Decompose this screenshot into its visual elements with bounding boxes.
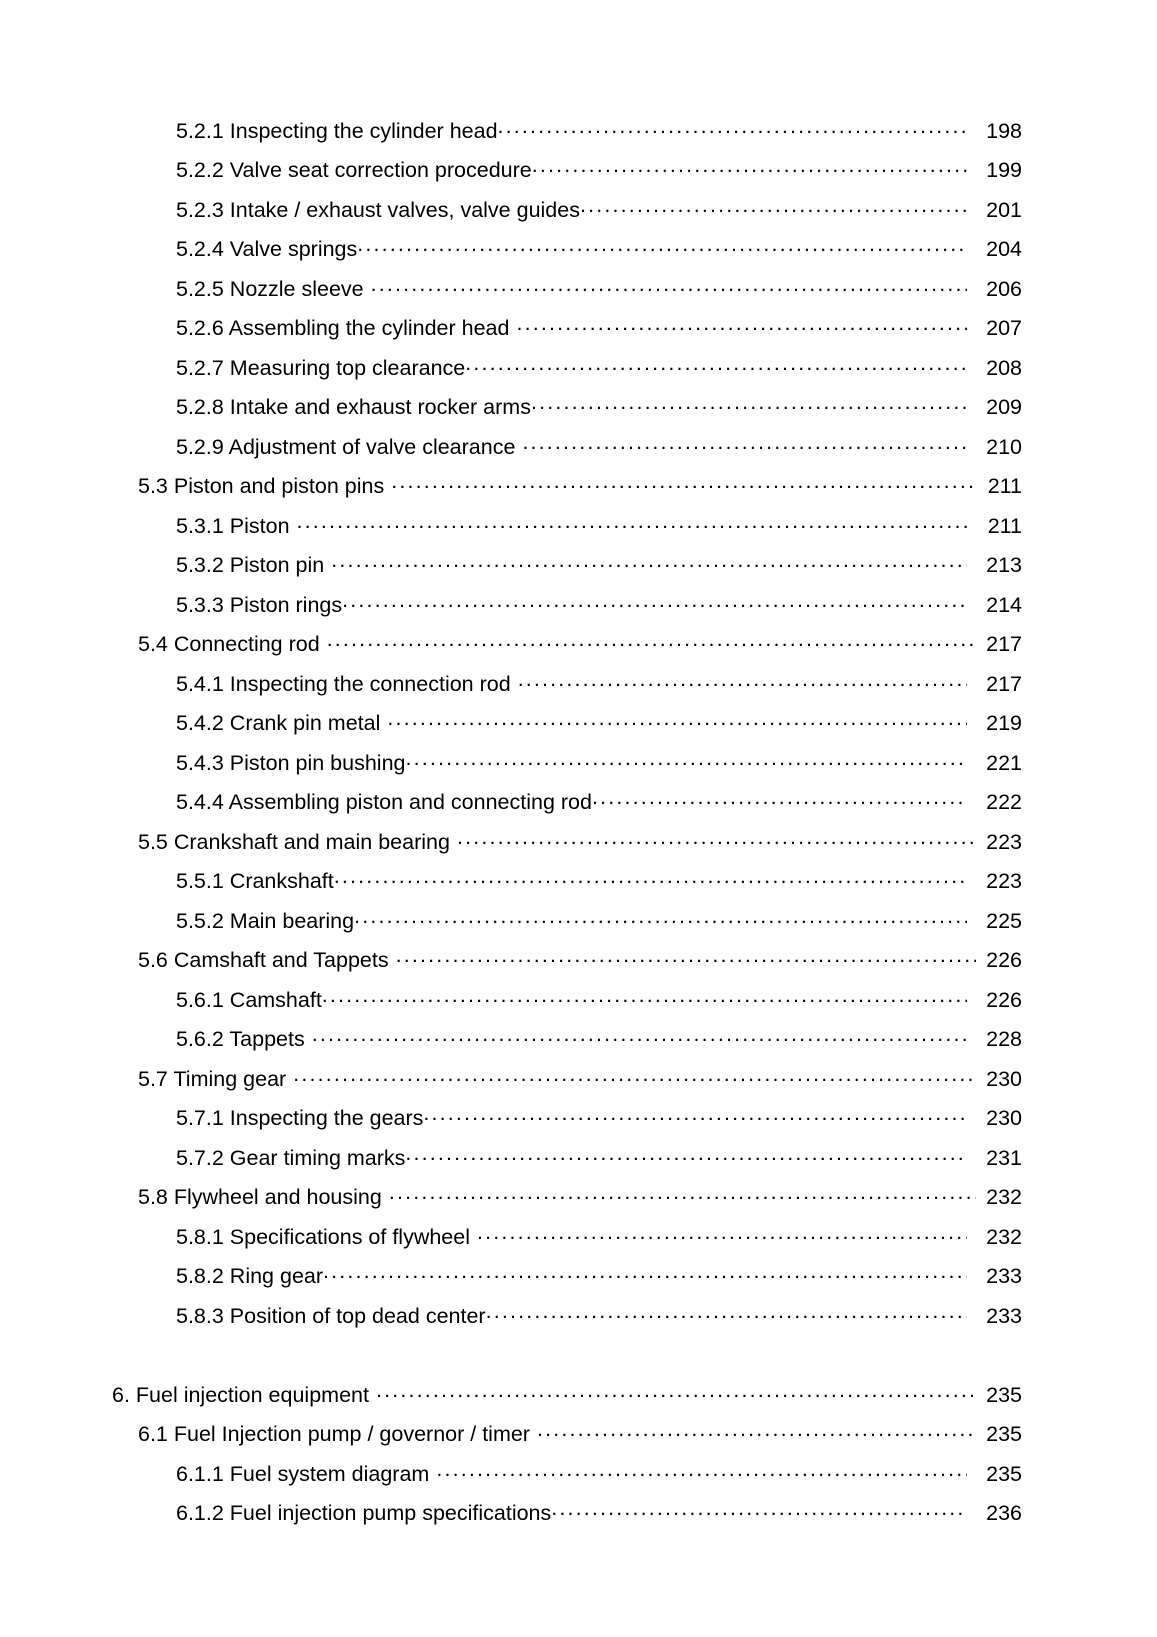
toc-dot-leader bbox=[327, 630, 976, 652]
toc-entry[interactable] bbox=[112, 1064, 1022, 1104]
toc-entry-title: 5.8.1 Specifications of flywheel bbox=[176, 1224, 470, 1249]
toc-entry[interactable] bbox=[112, 906, 1022, 946]
toc-dot-leader bbox=[376, 1380, 976, 1402]
toc-entry-title: 5.4.1 Inspecting the connection rod bbox=[176, 671, 511, 696]
toc-entry-page-number: 198 bbox=[986, 118, 1022, 143]
toc-entry-page-number: 208 bbox=[986, 355, 1022, 380]
toc-entry[interactable] bbox=[112, 748, 1022, 788]
toc-dot-leader bbox=[391, 472, 976, 494]
toc-entry[interactable] bbox=[112, 235, 1022, 275]
toc-entry[interactable] bbox=[112, 1143, 1022, 1183]
toc-entry-page-number: 199 bbox=[986, 158, 1022, 182]
toc-dot-leader bbox=[537, 1420, 976, 1442]
toc-entry-title: 5.5 Crankshaft and main bearing bbox=[138, 829, 450, 854]
toc-entry-page-number: 211 bbox=[987, 513, 1022, 538]
toc-entry-title: 5.7.1 Inspecting the gears bbox=[176, 1106, 424, 1130]
toc-entry-title: 5.5.2 Main bearing bbox=[176, 908, 355, 933]
toc-entry-title: 5.2.7 Measuring top clearance bbox=[176, 355, 466, 380]
toc-dot-leader bbox=[406, 748, 968, 770]
toc-entry-page-number: 233 bbox=[986, 1303, 1022, 1328]
toc-entry[interactable] bbox=[112, 353, 1022, 393]
toc-dot-leader bbox=[322, 985, 967, 1007]
toc-entry[interactable] bbox=[112, 472, 1022, 512]
toc-dot-leader bbox=[405, 1143, 967, 1165]
toc-spacer bbox=[112, 1341, 1022, 1381]
toc-entry-page-number: 217 bbox=[986, 632, 1022, 656]
toc-dot-leader bbox=[516, 314, 967, 336]
toc-dot-leader bbox=[477, 1222, 967, 1244]
toc-entry-title: 5.4.2 Crank pin metal bbox=[176, 711, 381, 735]
toc-dot-leader bbox=[532, 156, 967, 178]
toc-entry-page-number: 209 bbox=[986, 395, 1022, 419]
toc-entry-page-number: 235 bbox=[986, 1422, 1022, 1446]
toc-dot-leader bbox=[551, 1499, 967, 1521]
toc-entry-page-number: 214 bbox=[986, 592, 1022, 617]
toc-entry-title: 5.2.1 Inspecting the cylinder head bbox=[176, 118, 498, 143]
table-of-contents bbox=[112, 116, 1022, 1538]
toc-entry-title: 5.8.3 Position of top dead center bbox=[176, 1303, 486, 1328]
toc-entry-title: 5.3.2 Piston pin bbox=[176, 553, 325, 577]
toc-entry-page-number: 206 bbox=[986, 276, 1022, 301]
toc-entry-title: 5.5.1 Crankshaft bbox=[176, 869, 334, 893]
toc-entry-title: 5.8 Flywheel and housing bbox=[138, 1185, 382, 1209]
toc-dot-leader bbox=[342, 590, 967, 612]
toc-entry[interactable] bbox=[112, 1183, 1022, 1223]
toc-entry-page-number: 211 bbox=[987, 474, 1022, 498]
toc-dot-leader bbox=[354, 906, 967, 928]
toc-entry-title: 5.2.2 Valve seat correction procedure bbox=[176, 158, 532, 182]
toc-entry-title: 5.7 Timing gear bbox=[138, 1066, 287, 1091]
toc-entry[interactable] bbox=[112, 1420, 1022, 1460]
toc-entry-page-number: 226 bbox=[986, 987, 1022, 1012]
toc-entry-title: 5.4 Connecting rod bbox=[138, 632, 320, 656]
toc-dot-leader bbox=[293, 1064, 976, 1086]
toc-entry-page-number: 221 bbox=[986, 750, 1022, 775]
toc-entry-page-number: 235 bbox=[986, 1382, 1022, 1407]
toc-entry-title: 6.1.2 Fuel injection pump specifications bbox=[176, 1501, 552, 1525]
toc-entry-title: 5.6 Camshaft and Tappets bbox=[138, 948, 389, 972]
toc-entry[interactable] bbox=[112, 1301, 1022, 1341]
toc-entry[interactable] bbox=[112, 1104, 1022, 1144]
toc-entry-page-number: 201 bbox=[986, 197, 1022, 222]
toc-entry-page-number: 207 bbox=[986, 316, 1022, 340]
toc-dot-leader bbox=[323, 1262, 967, 1284]
toc-entry-title: 5.2.6 Assembling the cylinder head bbox=[176, 316, 510, 340]
toc-dot-leader bbox=[357, 235, 967, 257]
toc-entry-title: 5.2.9 Adjustment of valve clearance bbox=[176, 434, 516, 459]
toc-dot-leader bbox=[436, 1459, 967, 1481]
toc-entry-page-number: 219 bbox=[986, 711, 1022, 735]
toc-dot-leader bbox=[465, 353, 967, 375]
toc-dot-leader bbox=[312, 1025, 967, 1047]
toc-entry-page-number: 226 bbox=[986, 948, 1022, 972]
toc-entry[interactable] bbox=[112, 1499, 1022, 1539]
toc-entry[interactable] bbox=[112, 1262, 1022, 1302]
toc-entry-title: 5.3.3 Piston rings bbox=[176, 592, 343, 617]
toc-entry[interactable] bbox=[112, 709, 1022, 749]
toc-entry-page-number: 231 bbox=[986, 1145, 1022, 1170]
toc-entry-title: 5.2.4 Valve springs bbox=[176, 237, 358, 261]
toc-entry[interactable] bbox=[112, 116, 1022, 156]
toc-entry-page-number: 223 bbox=[986, 869, 1022, 893]
toc-entry-title: 5.2.3 Intake / exhaust valves, valve guides bbox=[176, 197, 580, 222]
toc-entry[interactable] bbox=[112, 432, 1022, 472]
toc-entry-title: 5.3.1 Piston bbox=[176, 513, 290, 538]
toc-entry[interactable] bbox=[112, 827, 1022, 867]
toc-entry[interactable] bbox=[112, 511, 1022, 551]
toc-dot-leader bbox=[396, 946, 976, 968]
toc-dot-leader bbox=[580, 195, 967, 217]
toc-entry-page-number: 228 bbox=[986, 1027, 1022, 1051]
toc-dot-leader bbox=[486, 1301, 967, 1323]
toc-entry[interactable] bbox=[112, 1025, 1022, 1065]
toc-entry-page-number: 222 bbox=[986, 790, 1022, 814]
toc-entry[interactable] bbox=[112, 1459, 1022, 1499]
toc-entry-page-number: 213 bbox=[986, 553, 1022, 577]
toc-entry-title: 5.6.2 Tappets bbox=[176, 1027, 305, 1051]
toc-entry-title: 5.2.8 Intake and exhaust rocker arms bbox=[176, 395, 531, 419]
toc-entry-page-number: 235 bbox=[986, 1461, 1022, 1486]
toc-entry-title: 5.2.5 Nozzle sleeve bbox=[176, 276, 364, 301]
toc-dot-leader bbox=[334, 867, 967, 889]
toc-entry[interactable] bbox=[112, 1380, 1022, 1420]
toc-entry-page-number: 232 bbox=[986, 1224, 1022, 1249]
toc-entry-page-number: 204 bbox=[986, 237, 1022, 261]
toc-dot-leader bbox=[371, 274, 967, 296]
toc-entry[interactable] bbox=[112, 195, 1022, 235]
toc-dot-leader bbox=[518, 669, 967, 691]
toc-entry[interactable] bbox=[112, 393, 1022, 433]
toc-entry-page-number: 230 bbox=[986, 1066, 1022, 1091]
toc-dot-leader bbox=[522, 432, 967, 454]
toc-entry[interactable] bbox=[112, 669, 1022, 709]
toc-entry[interactable] bbox=[112, 788, 1022, 828]
toc-entry-page-number: 210 bbox=[986, 434, 1022, 459]
toc-entry[interactable] bbox=[112, 985, 1022, 1025]
toc-dot-leader bbox=[297, 511, 967, 533]
toc-entry-title: 5.7.2 Gear timing marks bbox=[176, 1145, 406, 1170]
toc-entry-page-number: 217 bbox=[986, 671, 1022, 696]
toc-entry[interactable] bbox=[112, 274, 1022, 314]
toc-dot-leader bbox=[498, 116, 967, 138]
toc-entry[interactable] bbox=[112, 867, 1022, 907]
toc-entry-page-number: 225 bbox=[986, 908, 1022, 933]
toc-entry-page-number: 232 bbox=[986, 1185, 1022, 1209]
toc-entry[interactable] bbox=[112, 1222, 1022, 1262]
toc-entry-page-number: 230 bbox=[986, 1106, 1022, 1130]
toc-entry-title: 5.6.1 Camshaft bbox=[176, 987, 322, 1012]
toc-entry[interactable] bbox=[112, 551, 1022, 591]
toc-entry[interactable] bbox=[112, 590, 1022, 630]
toc-dot-leader bbox=[457, 827, 976, 849]
toc-entry-title: 6. Fuel injection equipment bbox=[112, 1382, 369, 1407]
toc-entry-title: 5.3 Piston and piston pins bbox=[138, 474, 385, 498]
toc-dot-leader bbox=[331, 551, 967, 573]
toc-entry[interactable] bbox=[112, 156, 1022, 196]
toc-dot-leader bbox=[592, 788, 967, 810]
toc-dot-leader bbox=[387, 709, 967, 731]
toc-entry-page-number: 233 bbox=[986, 1264, 1022, 1288]
toc-entry-page-number: 236 bbox=[986, 1501, 1022, 1525]
toc-entry[interactable] bbox=[112, 946, 1022, 986]
toc-entry-page-number: 223 bbox=[986, 829, 1022, 854]
toc-entry-title: 5.8.2 Ring gear bbox=[176, 1264, 324, 1288]
toc-entry[interactable] bbox=[112, 314, 1022, 354]
toc-dot-leader bbox=[423, 1104, 967, 1126]
toc-dot-leader bbox=[389, 1183, 976, 1205]
toc-entry[interactable] bbox=[112, 630, 1022, 670]
toc-entry-title: 6.1.1 Fuel system diagram bbox=[176, 1461, 430, 1486]
toc-entry-title: 6.1 Fuel Injection pump / governor / timer bbox=[138, 1422, 530, 1446]
toc-entry-title: 5.4.4 Assembling piston and connecting rod bbox=[176, 790, 592, 814]
toc-entry-title: 5.4.3 Piston pin bushing bbox=[176, 750, 406, 775]
toc-dot-leader bbox=[531, 393, 967, 415]
